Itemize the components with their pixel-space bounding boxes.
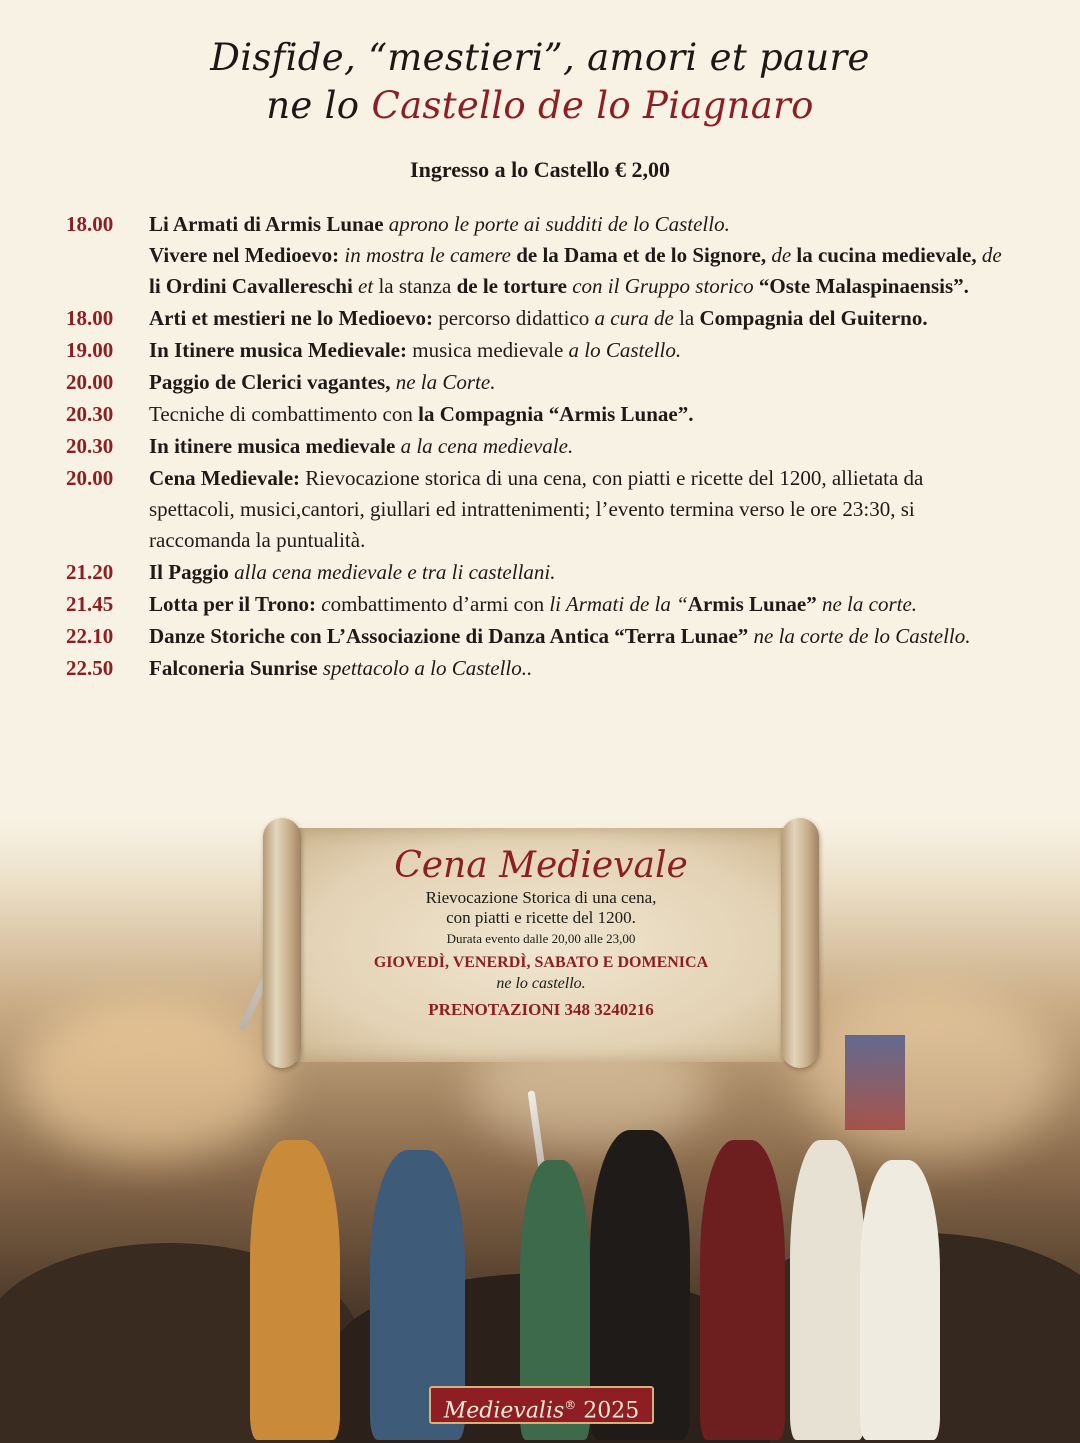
scroll-duration: Durata evento dalle 20,00 alle 23,00 [446, 931, 636, 946]
schedule-text: a cura de [594, 306, 674, 330]
schedule-item [66, 303, 1011, 334]
schedule-text: et [352, 274, 379, 298]
schedule-text: la stanza [378, 274, 457, 298]
scroll-description-2: con piatti e ricette del 1200. [446, 908, 636, 927]
schedule-description [149, 557, 1011, 588]
schedule-text: ne la Corte. [390, 370, 496, 394]
schedule-text: Compagnia del Guiterno. [699, 306, 928, 330]
schedule-text: In itinere musica medievale [149, 434, 396, 458]
medievalis-logo [429, 1386, 654, 1424]
knight-figure [790, 1140, 865, 1440]
title-line-2 [0, 82, 1080, 130]
schedule-description [149, 209, 1011, 302]
heraldic-banner [845, 1035, 905, 1130]
scroll-title: Cena Medievale [394, 845, 688, 886]
knight-figure [250, 1140, 340, 1440]
schedule-text: Il Paggio [149, 560, 229, 584]
scroll-days: GIOVEDÌ, VENERDÌ, SABATO E DOMENICA [373, 954, 709, 971]
schedule-text: percorso didattico [432, 306, 595, 330]
schedule-list [66, 209, 1011, 685]
schedule-time: 20.30 [66, 402, 114, 426]
schedule-item [66, 367, 1011, 398]
entry-price: Ingresso a lo Castello € 2,00 [410, 157, 670, 182]
schedule-text: li Ordini Cavallereschi [149, 274, 353, 298]
poster-title [0, 34, 1080, 130]
schedule-text: “Oste Malaspinaensis”. [758, 274, 969, 298]
dinner-scroll [263, 818, 819, 1070]
castle-name: Castello de lo Piagnaro [371, 84, 814, 127]
schedule-text: Paggio de Clerici vagantes, [149, 370, 391, 394]
schedule-item [66, 557, 1011, 588]
schedule-description [149, 621, 1011, 652]
schedule-text: c [316, 592, 331, 616]
schedule-item [66, 589, 1011, 620]
schedule-text: la cucina medievale, [796, 243, 977, 267]
schedule-text: de la Dama et de lo Signore, [516, 243, 767, 267]
title-line-2-prefix: ne lo [266, 84, 372, 127]
schedule-time: 21.45 [66, 592, 114, 616]
schedule-time: 18.00 [66, 306, 114, 330]
schedule-text: alla cena medievale e tra li castellani. [228, 560, 556, 584]
schedule-description [149, 367, 1011, 398]
schedule-item [66, 209, 1011, 302]
registered-mark: ® [564, 1398, 577, 1412]
schedule-text: Cena Medievale: [149, 466, 301, 490]
booking-phone: PRENOTAZIONI 348 3240216 [428, 1000, 654, 1019]
schedule-item [66, 431, 1011, 462]
schedule-time: 19.00 [66, 338, 114, 362]
schedule-item [66, 335, 1011, 366]
schedule-item [66, 399, 1011, 430]
schedule-text: li Armati de la “ [549, 592, 688, 616]
schedule-text: Tecniche di combattimento con [149, 402, 419, 426]
schedule-text: de [766, 243, 797, 267]
schedule-item [66, 653, 1011, 684]
schedule-description [149, 335, 1011, 366]
schedule-description [149, 589, 1011, 620]
schedule-text: musica medievale [407, 338, 569, 362]
brand-name: Medievalis [443, 1398, 565, 1424]
schedule-description [149, 463, 1011, 556]
schedule-text: spettacolo a lo Castello.. [317, 656, 533, 680]
schedule-time: 22.50 [66, 656, 114, 680]
schedule-time: 20.00 [66, 466, 114, 490]
schedule-text: de le torture [456, 274, 567, 298]
schedule-text: ombattimento d’armi con [330, 592, 550, 616]
schedule-text: de [976, 243, 1002, 267]
schedule-time: 18.00 [66, 212, 114, 236]
scroll-description-1: Rievocazione Storica di una cena, [425, 888, 657, 907]
schedule-text: con il Gruppo storico [566, 274, 759, 298]
schedule-time: 22.10 [66, 624, 114, 648]
schedule-description [149, 303, 1011, 334]
schedule-text: Armis Lunae” [687, 592, 817, 616]
schedule-time: 20.30 [66, 434, 114, 458]
schedule-text: a lo Castello. [568, 338, 682, 362]
schedule-text: In Itinere musica Medievale: [149, 338, 407, 362]
knight-figure [700, 1140, 785, 1440]
schedule-text: Danze Storiche con L’Associazione di Danza Antica “Terra Lunae” [149, 624, 749, 648]
schedule-description [149, 653, 1011, 684]
schedule-text: la [673, 306, 700, 330]
schedule-text: Falconeria Sunrise [149, 656, 318, 680]
schedule-time: 20.00 [66, 370, 114, 394]
schedule-text: aprono le porte ai sudditi de lo Castello. [383, 212, 730, 236]
schedule-text: ne la corte. [816, 592, 918, 616]
torch-glow [800, 990, 1060, 1160]
schedule-text: la Compagnia “Armis Lunae”. [418, 402, 694, 426]
schedule-text: ne la corte de lo Castello. [748, 624, 971, 648]
knight-figure [860, 1160, 940, 1440]
schedule-text: a la cena medievale. [395, 434, 574, 458]
schedule-text: Vivere nel Medioevo: [149, 243, 340, 267]
scroll-content [263, 844, 819, 1022]
schedule-text: Li Armati di Armis Lunae [149, 212, 384, 236]
schedule-text: Arti et mestieri ne lo Medioevo: [149, 306, 433, 330]
title-line-1: Disfide, “mestieri”, amori et paure [210, 36, 870, 79]
scroll-place: ne lo castello. [496, 975, 586, 992]
schedule-item [66, 621, 1011, 652]
edition-year: 2025 [576, 1398, 640, 1424]
schedule-text: Rievocazione storica di una cena, con piatti e ricette del 1200, allietata da spettacoli, musici,cantori, giullari ed intrattenimenti; l’evento termina verso le ore 23:30, si raccomanda la puntualità. [149, 466, 924, 552]
schedule-item [66, 463, 1011, 556]
schedule-description [149, 399, 1011, 430]
schedule-text: Lotta per il Trono: [149, 592, 317, 616]
schedule-text: in mostra le camere [339, 243, 517, 267]
schedule-description [149, 431, 1011, 462]
schedule-time: 21.20 [66, 560, 114, 584]
